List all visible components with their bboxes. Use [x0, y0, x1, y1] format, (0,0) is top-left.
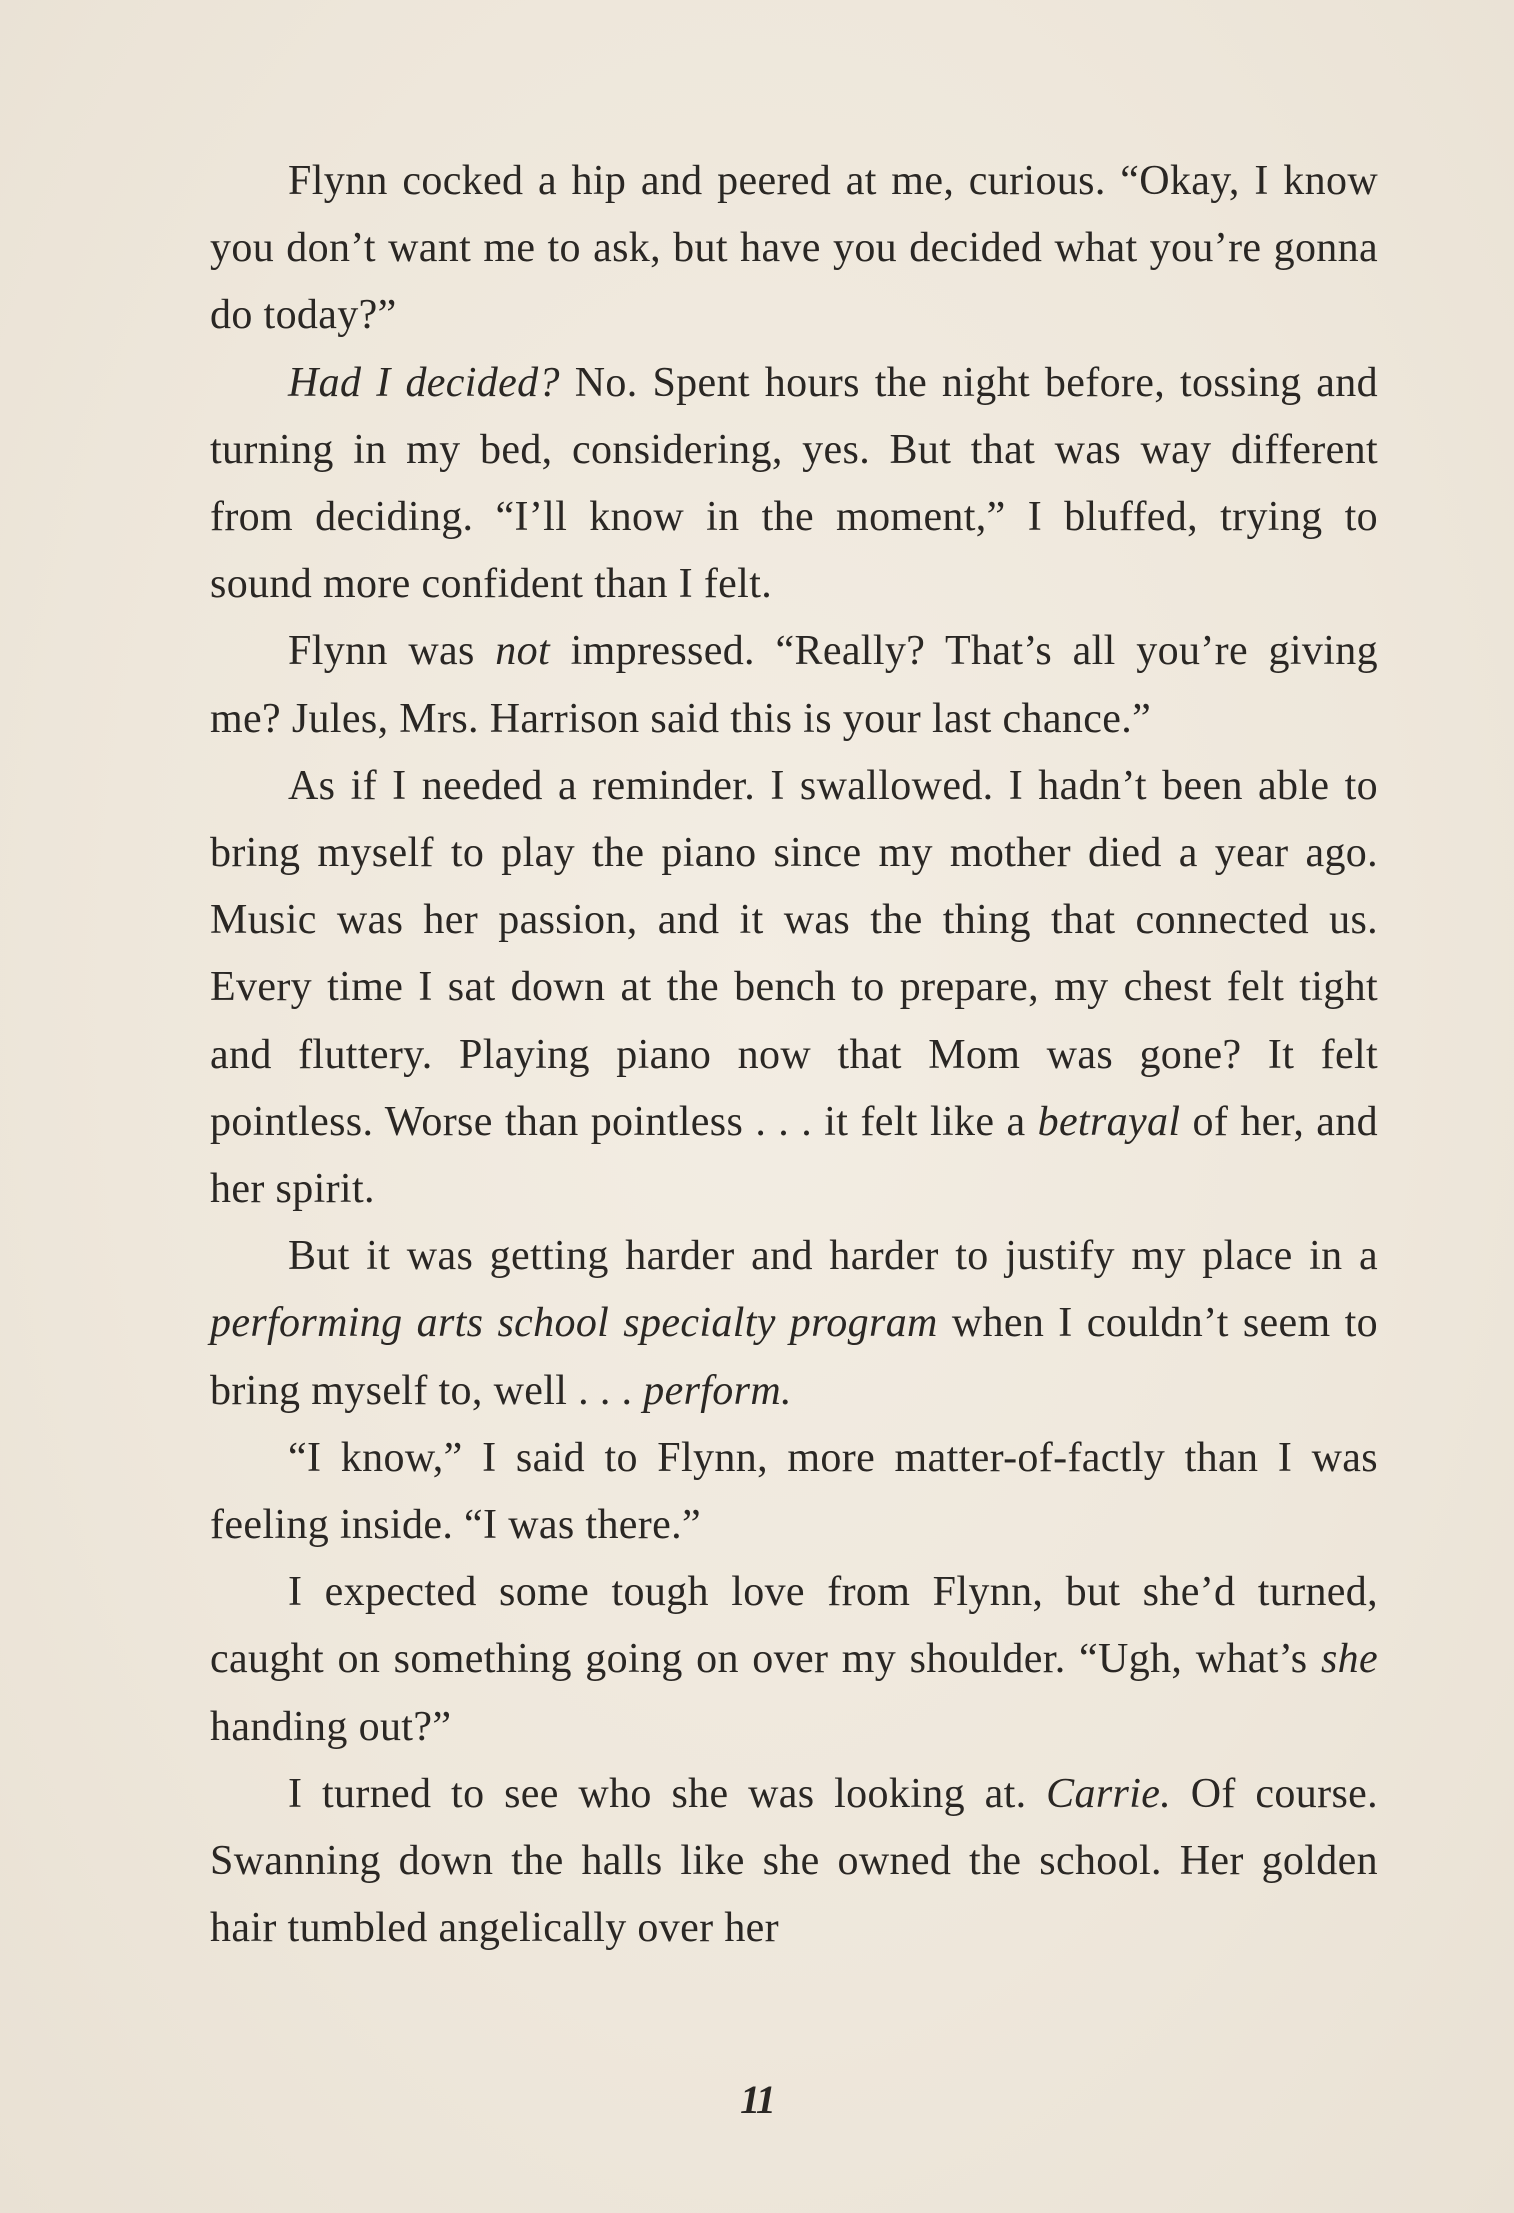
text-run: But it was getting harder and harder to justify my place in a [288, 1233, 1378, 1280]
italic-run: Carrie. [1046, 1770, 1172, 1817]
italic-run: Had I decided? [288, 359, 560, 406]
text-run: As if I needed a reminder. I swallowed. I hadn’t been able to bring myself to play the piano since my mother died a year ago. Music was her passion, and it was the thing that connected us. Every time I sat down at the bench to prepare, my chest felt tight and fluttery. Playing piano now that Mom was gone? It felt pointless. Worse than pointless . . . it felt like a [210, 762, 1378, 1145]
text-run: “I know,” I said to Flynn, more matter-of-factly than I was feeling inside. “I was there.” [210, 1434, 1378, 1549]
paragraph [210, 148, 1378, 350]
italic-run: not [495, 628, 551, 675]
italic-run: she [1320, 1636, 1378, 1683]
italic-run: betrayal [1037, 1098, 1181, 1145]
text-run: I turned to see who she was looking at. [288, 1770, 1047, 1817]
text-run: when I couldn’t seem to bring myself to, well . . . [210, 1300, 1378, 1414]
page-number: 11 [740, 2077, 774, 2122]
text-run: No. Spent hours the night before, tossing and turning in my bed, considering, yes. But that was way different from deciding. “I’ll know in the moment,” I bluffed, trying to sound more confident than I felt. [210, 359, 1379, 608]
paragraph [210, 1223, 1378, 1425]
text-run: Flynn cocked a hip and peered at me, curious. “Okay, I know you don’t want me to ask, but have you decided what you’re gonna do today?” [210, 158, 1378, 339]
italic-run: perform. [643, 1367, 792, 1414]
paragraph [210, 753, 1378, 1223]
text-run: Flynn was [288, 628, 496, 675]
text-run: Of course. Swanning down the halls like she owned the school. Her golden hair tumbled angelically over her [210, 1770, 1378, 1952]
paragraph [210, 618, 1378, 752]
text-run: impressed. “Really? That’s all you’re giving me? Jules, Mrs. Harrison said this is your last chance.” [210, 628, 1378, 742]
text-run: handing out?” [210, 1703, 452, 1750]
text-run: I expected some tough love from Flynn, but she’d turned, caught on something going on over my shoulder. “Ugh, what’s [210, 1569, 1378, 1683]
paragraph [210, 350, 1378, 619]
paragraph [210, 1425, 1378, 1559]
italic-run: performing arts school specialty program [210, 1300, 938, 1347]
text-run: of her, and her spirit. [210, 1098, 1379, 1213]
paragraph [210, 1559, 1378, 1761]
body-text [210, 148, 1378, 1962]
paragraph [210, 1761, 1378, 1963]
